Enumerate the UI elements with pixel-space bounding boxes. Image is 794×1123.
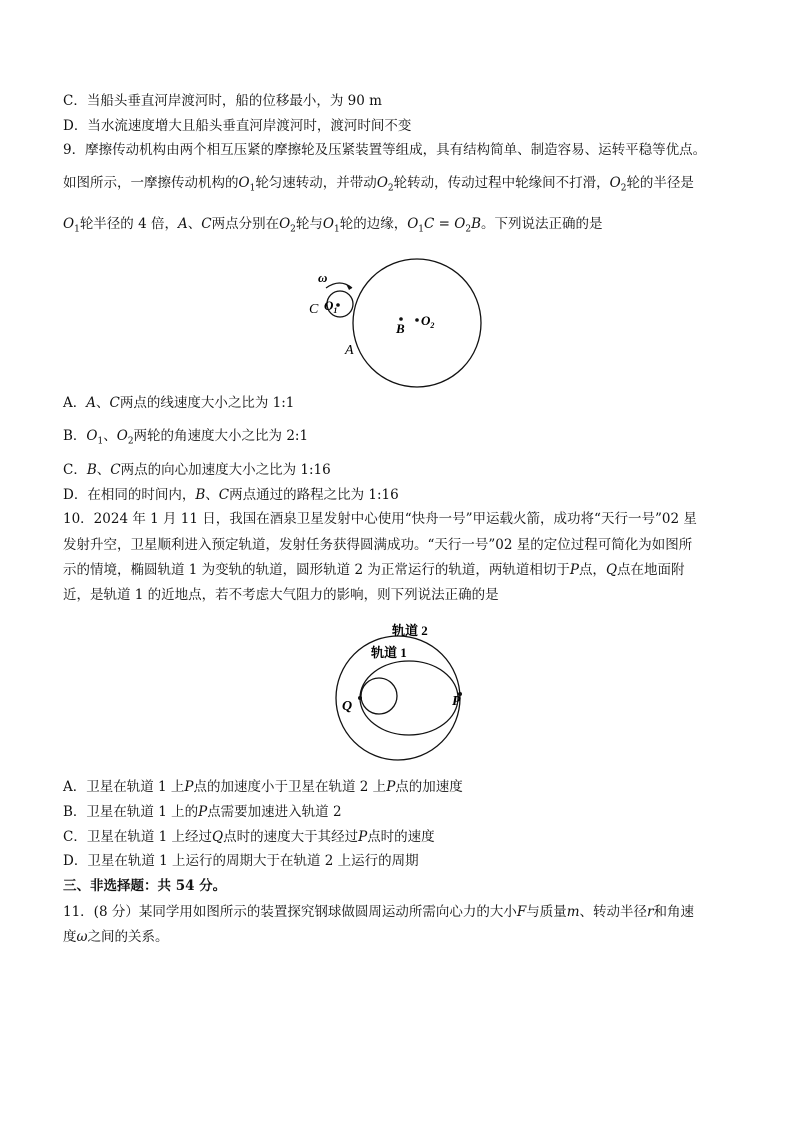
orbit-2-label: 轨道 2: [392, 623, 428, 638]
q11-stem-line1: 11．(8 分）某同学用如图所示的装置探究钢球做圆周运动所需向心力的大小F与质量m、转动半径r和角速: [63, 904, 694, 920]
point-p-label: P: [452, 694, 461, 709]
q10-option-d: D．卫星在轨道 1 上运行的周期大于在轨道 2 上运行的周期: [63, 853, 419, 869]
center-o1-dot: [336, 303, 340, 307]
omega-label: ω: [318, 270, 328, 285]
point-b-label: B: [396, 321, 405, 336]
q9-stem-line2: 如图所示，一摩擦传动机构的$O_1$轮匀速转动，并带动$O_2$轮转动，传动过程中轮缘间不打滑，$O_2$轮的半径是: [63, 175, 694, 194]
q10-stem-line1: 10．2024 年 1 月 11 日，我国在酒泉卫星发射中心使用“快舟一号”甲运载火箭，成功将“天行一号”02 星: [63, 511, 697, 527]
q10-option-a: A．卫星在轨道 1 上P点的加速度小于卫星在轨道 2 上P点的加速度: [63, 779, 463, 795]
point-q-label: Q: [342, 699, 353, 714]
wheel-o2-circle: [353, 259, 481, 387]
earth-circle: [361, 678, 397, 714]
q11-stem-line2: 度ω之间的关系。: [63, 929, 169, 945]
point-c-label: C: [309, 302, 319, 317]
q9-option-c: C．B、C两点的向心加速度大小之比为 1:16: [63, 462, 331, 478]
q9-friction-wheel-figure: [300, 250, 490, 390]
q9-stem-line3: $O_1$轮半径的 4 倍，A、C两点分别在$O_2$轮与$O_1$轮的边缘，$O_1C = O_2B$。下列说法正确的是: [63, 216, 603, 235]
q10-option-c: C．卫星在轨道 1 上经过Q点时的速度大于其经过P点时的速度: [63, 829, 435, 845]
q9-option-b: B．$O_1$、$O_2$两轮的角速度大小之比为 2:1: [63, 428, 309, 447]
q9-option-d: D．在相同的时间内，B、C两点通过的路程之比为 1:16: [63, 487, 399, 503]
q8-option-d: D．当水流速度增大且船头垂直河岸渡河时，渡河时间不变: [63, 118, 412, 134]
section-3-heading: 三、非选择题：共 54 分。: [63, 878, 227, 894]
q10-stem-line2: 发射升空，卫星顺利进入预定轨道，发射任务获得圆满成功。“天行一号”02 星的定位过程可简化为如图所: [63, 537, 693, 553]
orbit-1-ellipse: [360, 661, 458, 735]
q9-stem-line1: 9．摩擦传动机构由两个相互压紧的摩擦轮及压紧装置等组成，具有结构简单、制造容易、运转平稳等优点。: [63, 142, 707, 158]
q10-stem-line4: 近，是轨道 1 的近地点，若不考虑大气阻力的影响，则下列说法正确的是: [63, 587, 499, 603]
point-o2-label: $O_2$: [421, 313, 435, 330]
q10-option-b: B．卫星在轨道 1 上的P点需要加速进入轨道 2: [63, 804, 342, 820]
center-o2-dot: [415, 318, 419, 322]
q8-option-c: C．当船头垂直河岸渡河时，船的位移最小，为 90 m: [63, 93, 382, 109]
point-a-label: A: [345, 343, 354, 358]
point-o1-label: $O_1$: [324, 298, 338, 315]
orbit-1-label: 轨道 1: [371, 645, 407, 660]
q9-option-a: A．A、C两点的线速度大小之比为 1:1: [63, 395, 295, 411]
point-q-dot: [358, 696, 362, 700]
q10-stem-line3: 示的情境，椭圆轨道 1 为变轨的轨道，圆形轨道 2 为正常运行的轨道，两轨道相切于P点，Q点在地面附: [63, 562, 685, 578]
q10-orbit-figure: [320, 618, 480, 768]
